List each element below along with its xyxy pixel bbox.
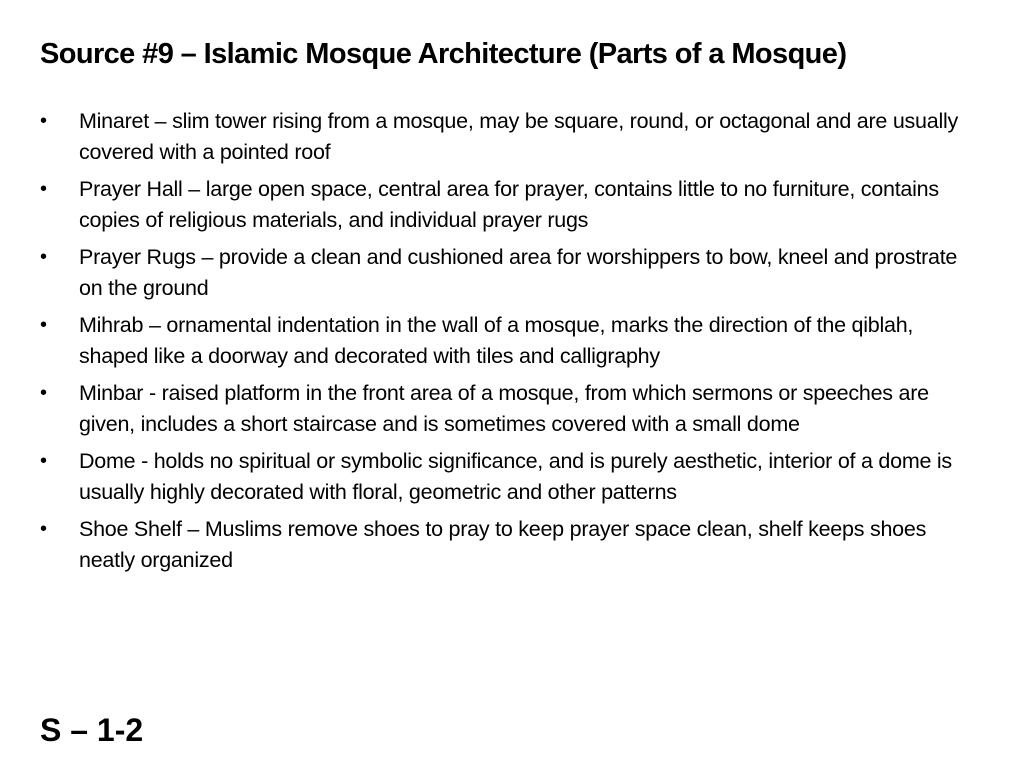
bullet-item-prayer-hall: [40, 174, 985, 236]
bullet-item-minaret: [40, 106, 985, 168]
bullet-icon: •: [40, 518, 47, 540]
bullet-icon: •: [40, 246, 47, 268]
bullet-item-shoe-shelf: [40, 514, 985, 576]
bullet-text: Mihrab – ornamental indentation in the wall of a mosque, marks the direction of the qiblah, shaped like a doorway and decorated with tiles and calligraphy: [79, 313, 914, 368]
bullet-icon: •: [40, 314, 47, 336]
bullet-icon: •: [40, 382, 47, 404]
bullet-icon: •: [40, 178, 47, 200]
bullet-text: Prayer Rugs – provide a clean and cushioned area for worshippers to bow, kneel and prostrate on the ground: [79, 245, 958, 300]
bullet-item-mihrab: [40, 310, 985, 372]
bullet-text: Minaret – slim tower rising from a mosque, may be square, round, or octagonal and are usually covered with a pointed roof: [79, 109, 958, 164]
bullet-text: Prayer Hall – large open space, central area for prayer, contains little to no furniture, contains copies of religious materials, and individual prayer rugs: [79, 177, 939, 232]
bullet-icon: •: [40, 110, 47, 132]
bullet-text: Dome - holds no spiritual or symbolic significance, and is purely aesthetic, interior of a dome is usually highly decorated with floral, geometric and other patterns: [79, 449, 952, 504]
bullet-item-dome: [40, 446, 985, 508]
bullet-text: Shoe Shelf – Muslims remove shoes to pray to keep prayer space clean, shelf keeps shoes neatly organized: [79, 517, 927, 572]
bullet-text: Minbar - raised platform in the front area of a mosque, from which sermons or speeches are given, includes a short staircase and is sometimes covered with a small dome: [79, 381, 929, 436]
slide-title: Source #9 – Islamic Mosque Architecture (Parts of a Mosque): [40, 38, 847, 70]
bullet-item-prayer-rugs: [40, 242, 985, 304]
bullet-list: [40, 106, 985, 582]
slide-footer-code: S – 1-2: [40, 712, 144, 748]
bullet-icon: •: [40, 450, 47, 472]
bullet-item-minbar: [40, 378, 985, 440]
